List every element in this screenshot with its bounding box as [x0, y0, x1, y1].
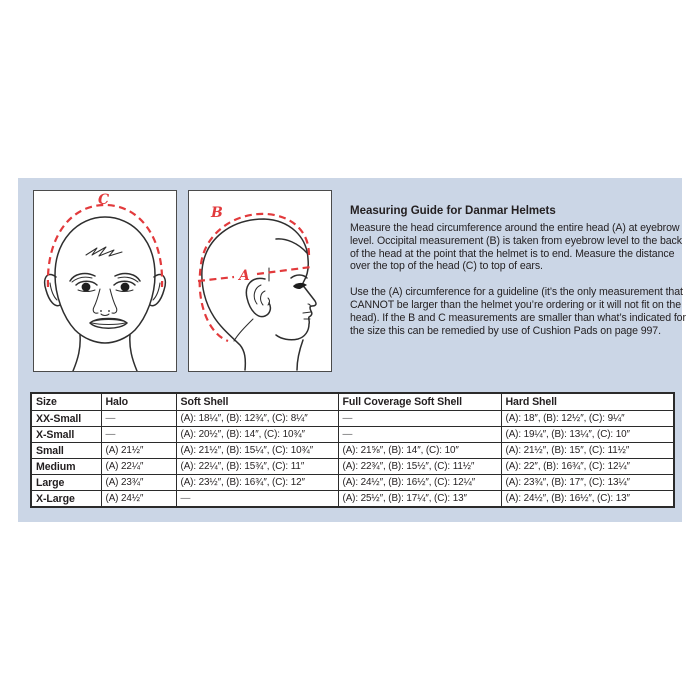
measurement-cell: (A): 22¾″, (B): 15½″, (C): 11½″	[338, 459, 501, 475]
measuring-guide-panel	[18, 178, 686, 522]
measurement-cell: —	[338, 411, 501, 427]
size-cell: Small	[31, 443, 101, 459]
front-head-drawing-icon	[34, 191, 176, 371]
table-row	[31, 443, 674, 459]
helmet-size-table	[30, 392, 675, 508]
measurement-cell: (A): 23¾″, (B): 17″, (C): 13¼″	[501, 475, 674, 491]
column-header: Halo	[101, 393, 176, 411]
side-head-drawing-icon	[189, 191, 331, 371]
guide-title: Measuring Guide for Danmar Helmets	[350, 205, 556, 217]
size-cell: X-Large	[31, 491, 101, 508]
column-header: Soft Shell	[176, 393, 338, 411]
measurement-cell: (A): 25½″, (B): 17¼″, (C): 13″	[338, 491, 501, 508]
column-header: Size	[31, 393, 101, 411]
guide-text	[350, 204, 686, 350]
guide-paragraph-1: Measure the head circumference around the entire head (A) at eyebrow level. Occipital measurement (B) is taken from eyebrow level to the back of the head at the point that the helmet is to end. Measure the distance over the top of the head (C) to top of ears.	[350, 222, 682, 273]
size-cell: X-Small	[31, 427, 101, 443]
table-row	[31, 491, 674, 508]
table-row	[31, 459, 674, 475]
measurement-cell: (A): 23½″, (B): 16¾″, (C): 12″	[176, 475, 338, 491]
measurement-cell: —	[101, 411, 176, 427]
measurement-cell: (A): 21½″, (B): 15″, (C): 11½″	[501, 443, 674, 459]
measurement-cell: —	[338, 427, 501, 443]
measurement-label-b: B	[211, 205, 223, 221]
size-cell: XX-Small	[31, 411, 101, 427]
column-header: Full Coverage Soft Shell	[338, 393, 501, 411]
measurement-cell: (A): 24½″, (B): 16½″, (C): 12¼″	[338, 475, 501, 491]
table-row	[31, 475, 674, 491]
guide-paragraph-2: Use the (A) circumference for a guideline (it’s the only measurement that CANNOT be larger than the helmet you’re ordering or it will not fit on the head). If the B and C measurements are smaller than what’s indicated for the size this can be remedied by use of Cushion Pads on page 997.	[350, 286, 686, 337]
side-head-diagram	[188, 190, 332, 372]
measurement-cell: —	[176, 491, 338, 508]
measurement-cell: (A) 23¾″	[101, 475, 176, 491]
measurement-cell: (A): 21⅝″, (B): 14″, (C): 10″	[338, 443, 501, 459]
front-head-diagram	[33, 190, 177, 372]
measurement-cell: (A): 18¼″, (B): 12¾″, (C): 8¼″	[176, 411, 338, 427]
measurement-cell: (A): 21½″, (B): 15¼″, (C): 10¾″	[176, 443, 338, 459]
measurement-cell: (A): 19¼″, (B): 13¼″, (C): 10″	[501, 427, 674, 443]
table-row	[31, 427, 674, 443]
measurement-cell: (A) 21½″	[101, 443, 176, 459]
table-row	[31, 411, 674, 427]
measurement-cell: (A): 22¼″, (B): 15¾″, (C): 11″	[176, 459, 338, 475]
measurement-cell: (A) 24½″	[101, 491, 176, 508]
measurement-cell: (A): 20½″, (B): 14″, (C): 10¾″	[176, 427, 338, 443]
measurement-cell: (A): 22″, (B): 16¾″, (C): 12¼″	[501, 459, 674, 475]
size-cell: Medium	[31, 459, 101, 475]
size-cell: Large	[31, 475, 101, 491]
table-header-row	[31, 393, 674, 411]
measurement-cell: (A): 24½″, (B): 16½″, (C): 13″	[501, 491, 674, 508]
measurement-cell: (A) 22¼″	[101, 459, 176, 475]
measurement-cell: —	[101, 427, 176, 443]
column-header: Hard Shell	[501, 393, 674, 411]
measurement-cell: (A): 18″, (B): 12½″, (C): 9¼″	[501, 411, 674, 427]
measurement-label-a: A	[239, 268, 250, 284]
measurement-label-c: C	[98, 192, 110, 208]
